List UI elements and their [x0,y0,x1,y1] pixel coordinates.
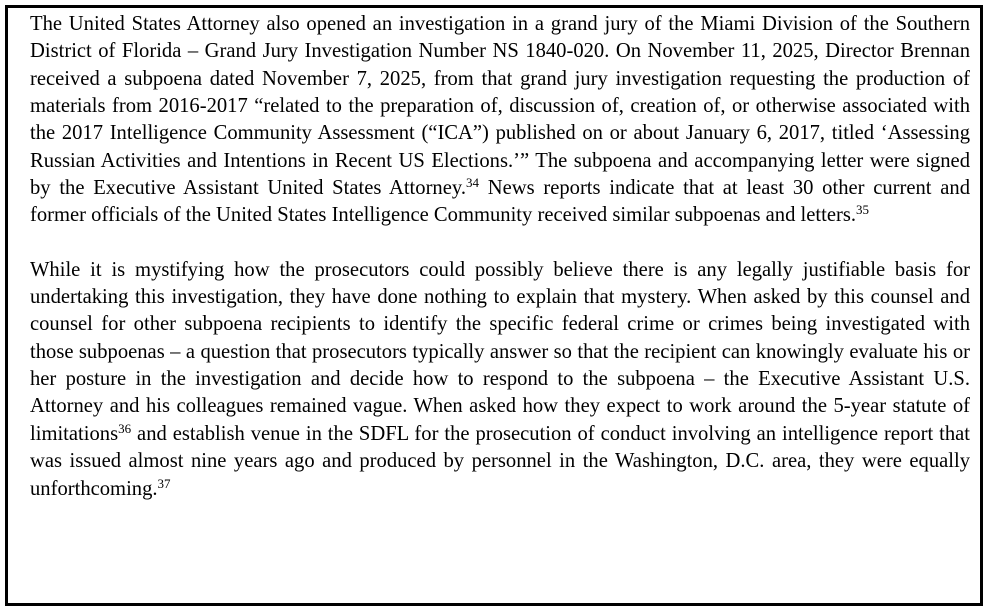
paragraph-1-text-2: News reports indicate that at least 30 other current and former officials of the United States Intelligence Community received similar subpoenas and letters. [30,177,970,227]
footnote-ref-34: 34 [465,175,479,191]
paragraph-2-text-2: and establish venue in the SDFL for the prosecution of conduct involving an intelligence report that was issued almost nine years ago and produced by personnel in the Washington, D.C. area, they were equally unforthcoming. [30,422,970,500]
excerpt-border-box [5,5,983,606]
footnote-ref-35: 35 [856,202,869,218]
excerpt-text [30,11,970,503]
paragraph-2-text-1: While it is mystifying how the prosecutors could possibly believe there is any legally justifiable basis for undertaking this investigation, they have done nothing to explain that mystery. When asked by this counsel and counsel for other subpoena recipients to identify the specific federal crime or crimes being investigated with those subpoenas – a question that prosecutors typically answer so that the recipient can knowingly evaluate his or her posture in the investigation and decide how to respond to the subpoena – the Executive Assistant U.S. Attorney and his colleagues remained vague. When asked how they expect to work around the 5-year statute of limitations [30,258,970,445]
paragraph-1 [30,11,970,230]
paragraph-2 [30,257,970,503]
paragraph-1-text-1: The United States Attorney also opened an investigation in a grand jury of the Miami Division of the Southern District of Florida – Grand Jury Investigation Number NS 1840-020. On November 11, 2025, Director Brennan received a subpoena dated November 7, 2025, from that grand jury investigation requesting the production of materials from 2016-2017 “related to the preparation of, discussion of, creation of, or otherwise associated with the 2017 Intelligence Community Assessment (“ICA”) published on or about January 6, 2017, titled ‘Assessing Russian Activities and Intentions in Recent US Elections.’” The subpoena and accompanying letter were signed by the Executive Assistant United States Attorney. [30,13,970,200]
footnote-ref-36: 36 [118,420,132,436]
footnote-ref-37: 37 [157,475,171,491]
